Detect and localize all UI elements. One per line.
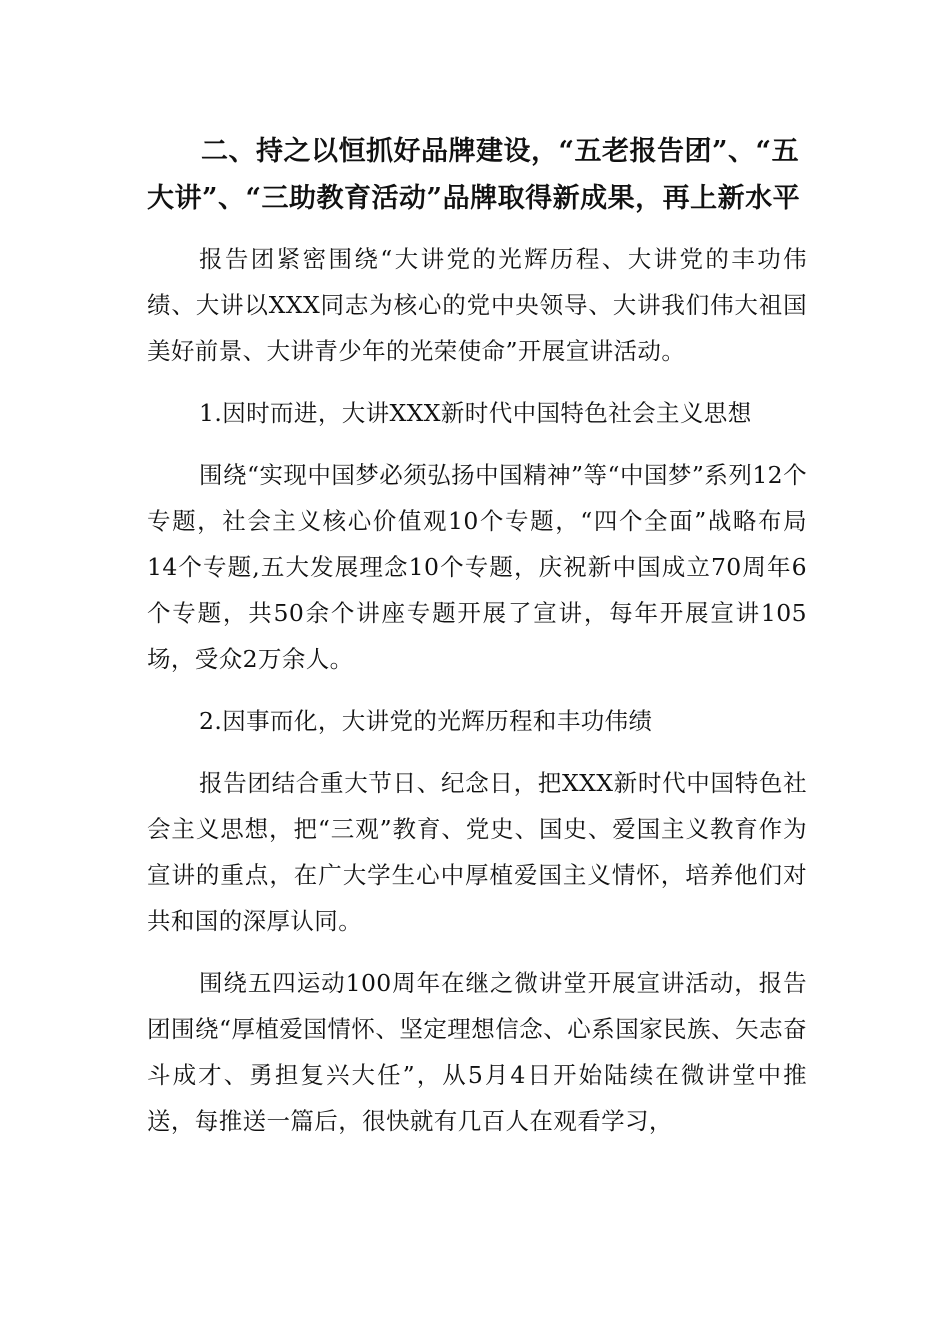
section-heading: 二、持之以恒抓好品牌建设，“五老报告团”、“五大讲”、“三助教育活动”品牌取得新成果，再上新水平 (147, 136, 801, 214)
document-page (147, 128, 807, 1160)
intro-paragraph: 报告团紧密围绕“大讲党的光辉历程、大讲党的丰功伟绩、大讲以XXX同志为核心的党中央领导、大讲我们伟大祖国美好前景、大讲青少年的光荣使命”开展宣讲活动。 (147, 245, 807, 365)
subsection-title-2: 2.因事而化，大讲党的光辉历程和丰功伟绩 (199, 707, 653, 735)
subsection-body-2a: 报告团结合重大节日、纪念日，把XXX新时代中国特色社会主义思想，把“三观”教育、党史、国史、爱国主义教育作为宣讲的重点，在广大学生心中厚植爱国主义情怀，培养他们对共和国的深厚认同。 (147, 769, 807, 935)
subsection-body-2b: 围绕五四运动100周年在继之微讲堂开展宣讲活动，报告团围绕“厚植爱国情怀、坚定理想信念、心系国家民族、矢志奋斗成才、勇担复兴大任”，从5月4日开始陆续在微讲堂中推送，每推送一篇后，很快就有几百人在观看学习， (147, 969, 807, 1135)
subsection-title-1: 1.因时而进，大讲XXX新时代中国特色社会主义思想 (199, 399, 752, 427)
subsection-body-1: 围绕“实现中国梦必须弘扬中国精神”等“中国梦”系列12个专题，社会主义核心价值观10个专题，“四个全面”战略布局 14个专题,五大发展理念10个专题，庆祝新中国成立70周年6个专题，共50余个讲座专题开展了宣讲，每年开展宣讲105场，受众2万余人。 (147, 461, 807, 673)
